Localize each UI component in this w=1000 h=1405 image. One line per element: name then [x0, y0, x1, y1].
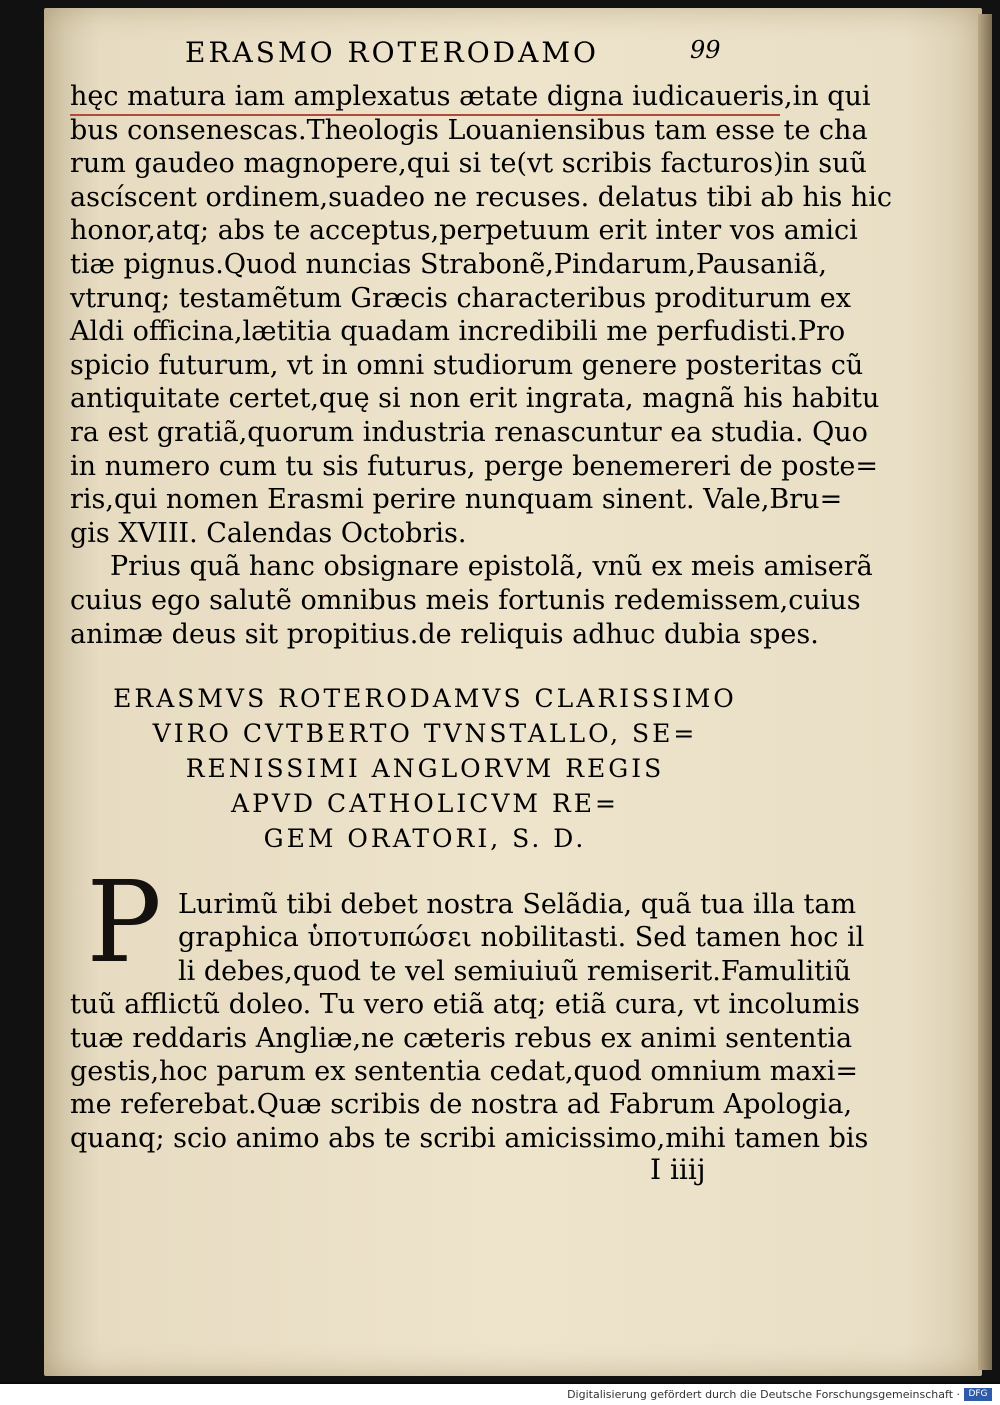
footer-credit: Digitalisierung gefördert durch die Deutsche Forschungsgemeinschaft · — [567, 1388, 960, 1401]
text-line: bus consenescas.Theologis Louaniensibus tam esse te cha — [70, 114, 868, 146]
text-line: ascíscent ordinem,suadeo ne recuses. delatus tibi ab his hic — [70, 181, 892, 213]
heading-line: RENISSIMI ANGLORVM REGIS — [185, 754, 665, 783]
text-line: animæ deus sit propitius.de reliquis adhuc dubia spes. — [70, 618, 819, 650]
decorated-initial: P — [86, 858, 162, 988]
footer-bar — [0, 1384, 1000, 1405]
text-line: cuius ego salutẽ omnibus meis fortunis redemissem,cuius — [70, 585, 861, 616]
text-line: tiæ pignus.Quod nuncias Strabonẽ,Pindarum,Pausaniã, — [70, 249, 827, 280]
text-line: Lurimũ tibi debet nostra Selãdia, quã tua illa tam — [178, 889, 857, 920]
text-line: gis XVIII. Calendas Octobris. — [70, 517, 467, 549]
page-edge — [978, 14, 992, 1370]
text-line: tuũ afflictũ doleo. Tu vero etiã atq; etiã cura, vt incolumis — [70, 989, 860, 1021]
text-line: tuæ reddaris Angliæ,ne cæteris rebus ex animi sententia — [70, 1022, 853, 1054]
running-head: ERASMO ROTERODAMO — [185, 36, 599, 69]
text-line: ra est gratiã,quorum industria renascuntur ea studia. Quo — [70, 417, 868, 448]
text-line: Prius quã hanc obsignare epistolã, vnũ ex meis amiserã — [110, 551, 873, 583]
heading-line: APVD CATHOLICVM RE= — [231, 789, 619, 818]
text-line: in numero cum tu sis futurus, perge benemereri de poste= — [70, 450, 879, 482]
heading-line: GEM ORATORI, S. D. — [263, 824, 587, 853]
heading-line: VIRO CVTBERTO TVNSTALLO, SE= — [152, 719, 698, 748]
text-line: antiquitate certet,quę si non erit ingrata, magnã his habitu — [70, 383, 880, 415]
signature-mark: I iiij — [650, 1153, 706, 1186]
text-line: li debes,quod te vel semiuiuũ remiserit.Famulitiũ — [178, 955, 851, 987]
text-line: hęc matura iam amplexatus ætate digna iudicaueris,in qui — [70, 80, 780, 116]
text-line: Aldi officina,lætitia quadam incredibili me perfudisti.Pro — [70, 316, 846, 348]
text-line: vtrunq; testamẽtum Græcis characteribus proditurum ex — [70, 282, 851, 314]
text-line: ris,qui nomen Erasmi perire nunquam sinent. Vale,Bru= — [70, 484, 843, 516]
dfg-logo: DFG — [964, 1388, 992, 1401]
text-line: spicio futurum, vt in omni studiorum genere posteritas cũ — [70, 349, 864, 381]
text-line: graphica ὑποτυπώσει nobilitasti. Sed tamen hoc il — [178, 922, 865, 954]
text-line: gestis,hoc parum ex sententia cedat,quod omnium maxi= — [70, 1056, 858, 1087]
heading-line: ERASMVS ROTERODAMVS CLARISSIMO — [113, 684, 737, 713]
page-number: 99 — [690, 36, 721, 64]
text-line: quanq; scio animo abs te scribi amicissimo,mihi tamen bis — [70, 1122, 869, 1154]
text-line: honor,atq; abs te acceptus,perpetuum erit inter vos amici — [70, 215, 858, 247]
text-line: me referebat.Quæ scribis de nostra ad Fabrum Apologia, — [70, 1089, 853, 1121]
text-line: rum gaudeo magnopere,qui si te(vt scribis facturos)in suũ — [70, 148, 867, 180]
